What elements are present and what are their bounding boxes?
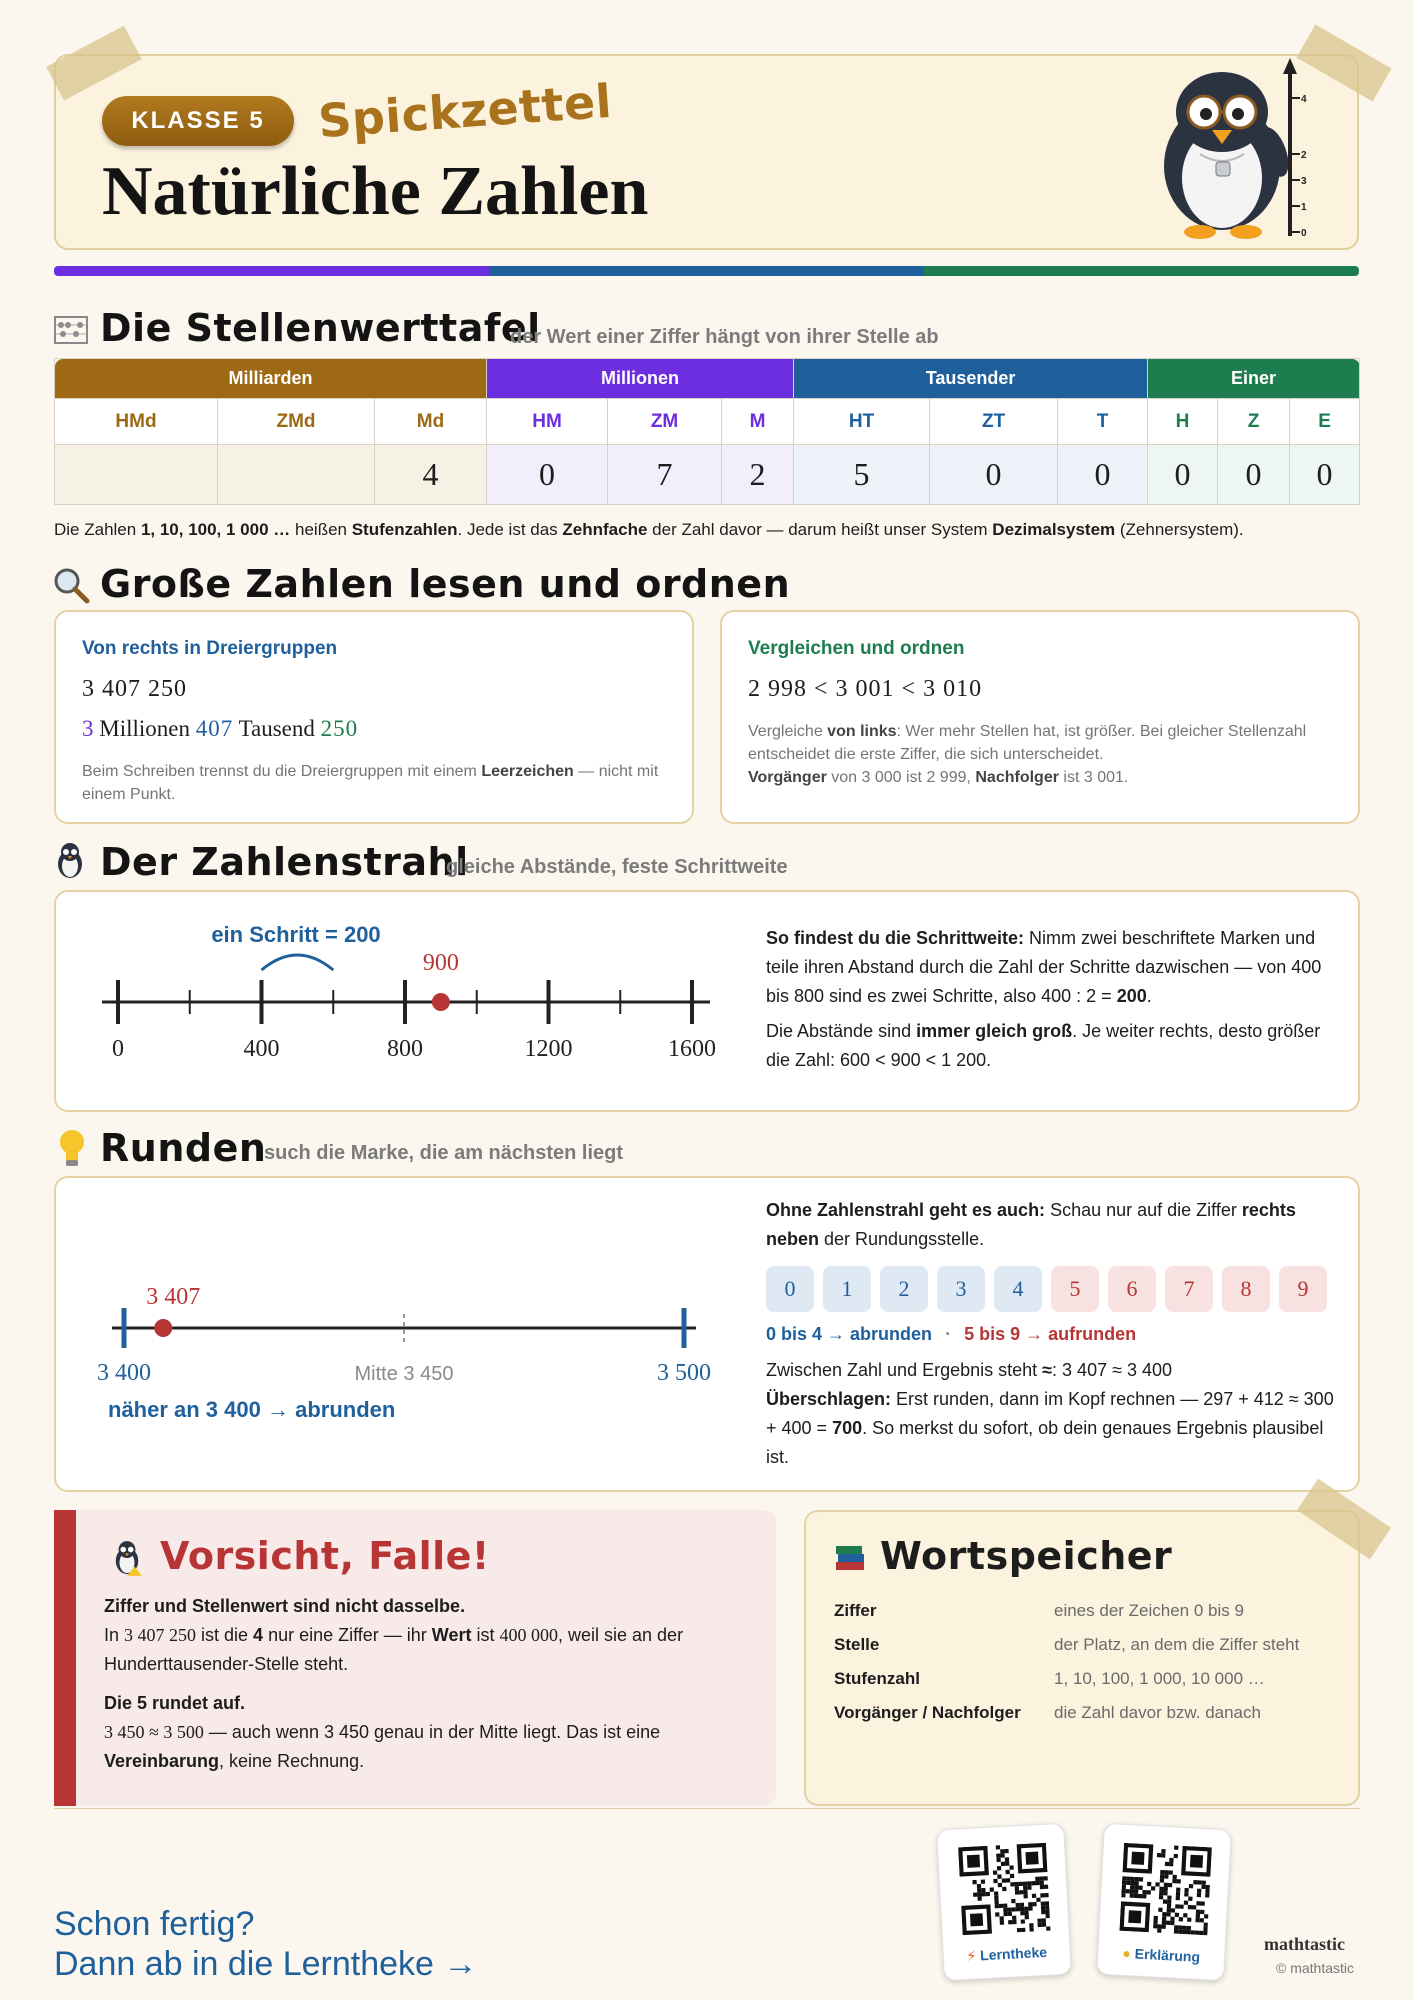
example-number: 3 407 250 [82,676,187,702]
warning-panel [54,1510,776,1806]
digit-cell: 0 [487,445,608,505]
digit-box: 3 [937,1266,985,1312]
lightbulb-icon [58,1128,86,1173]
digit-box: 9 [1279,1266,1327,1312]
glossary-title: Wortspeicher [880,1534,1173,1578]
digit-cell: 7 [608,445,722,505]
tick-label: 0 [112,1036,124,1062]
digit-cell: 0 [1290,445,1360,505]
ruler-tick-label: 0 [1301,228,1307,239]
glossary-panel [804,1510,1360,1806]
divider [54,1808,1360,1809]
qr-card-erklaerung[interactable] [1096,1823,1232,1981]
digit-cell: 5 [794,445,930,505]
section-subtitle-zahlenstrahl: gleiche Abstände, feste Schrittweite [446,856,788,878]
column-header: HMd [55,399,218,445]
glossary-term: Ziffer [834,1601,877,1620]
warning-title: Vorsicht, Falle! [160,1534,490,1578]
books-icon [834,1542,866,1577]
runden-text1: Ohne Zahlenstrahl geht es auch: Schau nur auf die Ziffer rechts neben der Rundungsstelle. [766,1200,1296,1249]
card-dreiergruppen [54,610,694,824]
ruler-tick-label: 3 [1301,176,1307,187]
page-subtitle: Spickzettel [316,73,614,149]
page-title: Natürliche Zahlen [102,153,649,230]
card-zahlenstrahl [54,890,1360,1112]
glossary-definition: der Platz, an dem die Ziffer steht [1054,1635,1300,1654]
number-line-chart [56,892,736,1110]
tick-label: 1600 [668,1036,716,1062]
number-line-point [432,993,450,1011]
column-header: ZT [930,399,1058,445]
section-title-zahlenstrahl: Der Zahlenstrahl [100,840,469,884]
qr-label: ● Erklärung [1122,1944,1201,1965]
glossary-definition: eines der Zeichen 0 bis 9 [1054,1601,1244,1620]
digit-box: 7 [1165,1266,1213,1312]
glossary-row [834,1662,1344,1696]
column-header: HM [487,399,608,445]
glossary-definition: 1, 10, 100, 1 000, 10 000 … [1054,1669,1265,1688]
column-header: E [1290,399,1360,445]
qr-code-icon [958,1843,1050,1935]
magnifier-icon [52,566,90,609]
color-stripe [54,266,1359,276]
rounding-number-line-chart [56,1178,736,1490]
digit-cell: 4 [375,445,487,505]
digit-box: 8 [1222,1266,1270,1312]
card-note: Beim Schreiben trennst du die Dreiergruppen mit einem Leerzeichen — nicht mit einem Punkt. [82,763,659,803]
comparison-example: 2 998 < 3 001 < 3 010 [748,676,983,702]
digit-box: 4 [994,1266,1042,1312]
digit-box: 1 [823,1266,871,1312]
warning-bar [54,1510,76,1806]
stellenwert-note: Die Zahlen 1, 10, 100, 1 000 … heißen Stufenzahlen. Jede ist das Zehnfache der Zahl davor — darum heißt unser System Dezimalsystem (Zehnersystem). [54,520,1244,539]
digit-box: 5 [1051,1266,1099,1312]
warning-text: Ziffer und Stellenwert sind nicht dasselbe. In 3 407 250 ist die 4 nur eine Ziffer — ihr Wert ist 400 000, weil sie an der Hunderttausender-Stelle steht. Die 5 rundet auf. 3 450 ≈ 3 500 — auch wenn 3 450 genau in der Mitte liegt. Das ist eine Vereinbarung, keine Rechnung. [104,1596,684,1771]
glossary-row [834,1696,1344,1730]
digit-box: 0 [766,1266,814,1312]
grade-badge: KLASSE 5 [102,96,294,146]
digit-cell: 0 [930,445,1058,505]
runden-text2: Zwischen Zahl und Ergebnis steht ≈: 3 407 ≈ 3 400 Überschlagen: Erst runden, dann im Kopf rechnen — 297 + 412 ≈ 300 + 400 = 700. So merkst du sofort, ob dein genaues Ergebnis plausibel ist. [766,1360,1334,1467]
group-header-ones: Einer [1148,359,1360,399]
section-subtitle-runden: such die Marke, die am nächsten liegt [264,1142,624,1164]
footer-line2: Dann ab in die Lerntheke → [54,1945,478,1983]
rounding-right-label: 3 500 [657,1360,711,1386]
card-heading: Von rechts in Dreiergruppen [82,638,338,659]
column-header: HT [794,399,930,445]
section-title-stellenwert: Die Stellenwerttafel [100,306,541,350]
group-header-billions: Milliarden [55,359,487,399]
tick-label: 800 [387,1036,423,1062]
qr-code-icon [1119,1843,1211,1935]
ruler-tick-label: 2 [1301,150,1307,161]
tick-label: 1200 [524,1036,573,1062]
glossary-row [834,1628,1344,1662]
digit-cell [55,445,218,505]
section-title-lesen: Große Zahlen lesen und ordnen [100,562,791,606]
column-header: H [1148,399,1218,445]
ruler-tick-label: 1 [1301,202,1307,213]
abacus-icon [54,316,88,351]
footer-line1: Schon fertig? [54,1905,255,1943]
number-reading: 3 Millionen 407 Tausend 250 [82,716,359,741]
point-label: 900 [422,950,459,976]
group-header-millions: Millionen [487,359,794,399]
digit-box: 2 [880,1266,928,1312]
rounding-result: näher an 3 400 → abrunden [108,1397,396,1422]
section-title-runden: Runden [100,1126,267,1170]
card-runden [54,1176,1360,1492]
glossary-term: Stelle [834,1635,880,1654]
ruler-tick-label: 4 [1301,94,1307,105]
column-header: ZMd [218,399,375,445]
penguin-icon [54,842,86,885]
column-header: Z [1218,399,1290,445]
digit-cell: 0 [1148,445,1218,505]
brand-name: mathtastic [1264,1934,1345,1954]
zahlenstrahl-text: So findest du die Schrittweite: Nimm zwei beschriftete Marken und teile ihren Abstand durch die Zahl der Schritte dazwischen — von 400 bis 800 sind es zwei Schritte, also 400 : 2 = 200. Die Abstände sind immer gleich groß. Je weiter rechts, desto größer die Zahl: 600 < 900 < 1 200. [766,928,1322,1070]
rounding-middle-label: Mitte 3 450 [354,1363,454,1385]
step-label: ein Schritt = 200 [211,922,381,947]
tick-label: 400 [243,1036,280,1062]
digit-box: 6 [1108,1266,1156,1312]
column-header: ZM [608,399,722,445]
footer-cta[interactable] [54,1904,477,1984]
penguin-warning-icon [112,1540,142,1581]
digit-cell: 0 [1058,445,1148,505]
digit-cell [218,445,375,505]
card-note: Vergleiche von links: Wer mehr Stellen hat, ist größer. Bei gleicher Stellenzahl entscheidet die erste Ziffer, die sich unterscheidet. Vorgänger von 3 000 ist 2 999, Nachfolger ist 3 001. [748,723,1307,786]
section-subtitle-stellenwert: der Wert einer Ziffer hängt von ihrer Stelle ab [510,326,939,348]
rounding-rule: 0 bis 4 → abrunden · 5 bis 9 → aufrunden [766,1324,1137,1344]
glossary-term: Vorgänger / Nachfolger [834,1703,1021,1722]
card-heading: Vergleichen und ordnen [748,638,965,659]
column-header: M [722,399,794,445]
place-value-table [54,358,1360,505]
glossary-row [834,1594,1344,1628]
copyright: © mathtastic [1276,1960,1355,1976]
digit-row [766,1266,1327,1312]
penguin-mascot-icon [1150,56,1320,246]
card-vergleichen [720,610,1360,824]
glossary-list [834,1594,1344,1730]
digit-cell: 0 [1218,445,1290,505]
rounding-point [154,1319,172,1337]
glossary-term: Stufenzahl [834,1669,920,1688]
digit-cell: 2 [722,445,794,505]
column-header: Md [375,399,487,445]
group-header-thousands: Tausender [794,359,1148,399]
qr-card-lerntheke[interactable] [936,1823,1072,1981]
glossary-definition: die Zahl davor bzw. danach [1054,1703,1261,1722]
rounding-point-label: 3 407 [146,1284,201,1310]
qr-label: ⚡ Lerntheke [966,1943,1048,1965]
column-header: T [1058,399,1148,445]
rounding-left-label: 3 400 [97,1360,151,1386]
